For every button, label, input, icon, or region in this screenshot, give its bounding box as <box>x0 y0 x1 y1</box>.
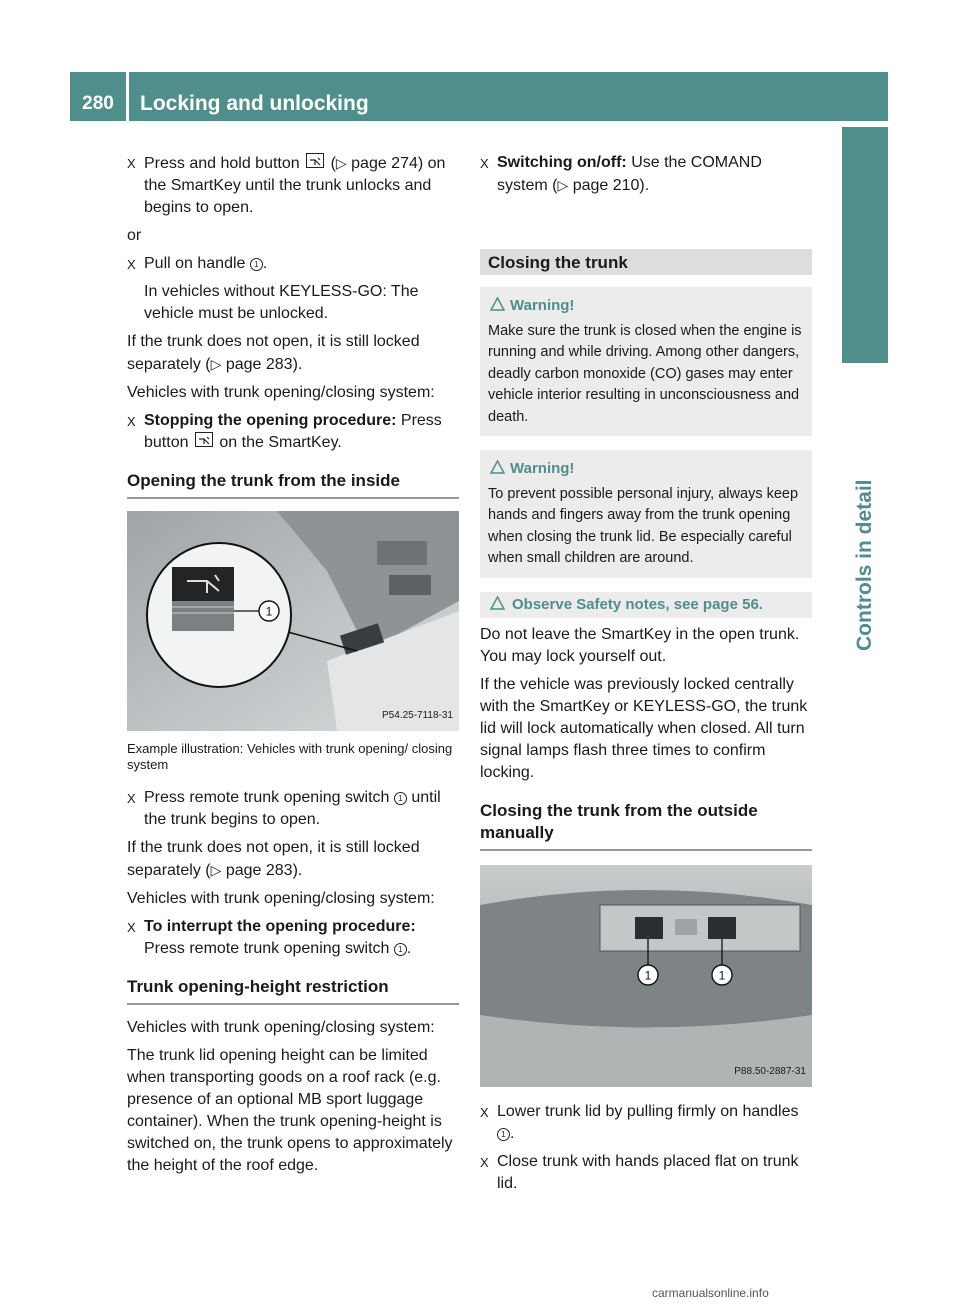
warning-triangle-icon <box>490 297 505 311</box>
step-stop-opening: X Stopping the opening procedure: Press button on the SmartKey. <box>127 412 442 451</box>
step-marker-icon: X <box>127 414 136 429</box>
ref-arrow-icon: ▷ <box>210 356 222 372</box>
paragraph: If the trunk does not open, it is still locked separately (▷ page 283). <box>127 839 420 879</box>
ref-arrow-icon: ▷ <box>210 862 222 878</box>
chapter-title: Locking and unlocking <box>140 92 369 115</box>
section-heading-manual: Closing the trunk from the outside manually <box>480 800 812 851</box>
warning-box <box>480 287 812 436</box>
step-press-hold: X Press and hold button (▷ page 274) on the SmartKey until the trunk unlocks and begins to open. <box>127 155 446 216</box>
ref-arrow-icon: ▷ <box>335 155 347 171</box>
page-number: 280 <box>82 93 114 114</box>
step-marker-icon: X <box>127 257 136 272</box>
left-column <box>127 152 459 1183</box>
watermark: carmanualsonline.info <box>652 1286 769 1300</box>
trunk-button-icon <box>306 153 324 168</box>
callout-1-label: 1 <box>265 604 273 619</box>
step-note: In vehicles without KEYLESS-GO: The vehicle must be unlocked. <box>144 283 419 322</box>
warning-title: Warning! <box>488 295 804 317</box>
door-switch-illustration <box>127 511 459 731</box>
paragraph: Vehicles with trunk opening/closing system: <box>127 384 435 401</box>
paragraph: Do not leave the SmartKey in the open trunk. You may lock yourself out. <box>480 625 800 665</box>
warning-text: To prevent possible personal injury, always keep hands and fingers away from the trunk opening when closing the trunk lid. Be especially careful when small children are around. <box>488 485 799 566</box>
step-close-trunk: X Close trunk with hands placed flat on trunk lid. <box>480 1152 799 1192</box>
paragraph: If the trunk does not open, it is still locked separately (▷ page 283). <box>127 333 420 373</box>
paragraph: Vehicles with trunk opening/closing system: <box>127 1019 435 1036</box>
warning-triangle-icon <box>490 596 505 610</box>
warning-box <box>480 450 812 578</box>
step-marker-icon: X <box>127 791 136 806</box>
step-press-switch: X Press remote trunk opening switch 1 until the trunk begins to open. <box>127 789 441 828</box>
step-marker-icon: X <box>127 156 136 171</box>
step-pull-handle: X Pull on handle 1 . <box>127 253 459 275</box>
warning-title: Warning! <box>488 458 804 480</box>
section-heading-inside: Opening the trunk from the inside <box>127 470 459 499</box>
paragraph: The trunk lid opening height can be limited when transporting goods on a roof rack (e.g. presence of an optional MB sport luggage container). When the trunk opening-height is switched on, the trunk opens to approximately the height of the roof edge. <box>127 1047 453 1174</box>
side-chapter-label: Controls in detail <box>853 479 876 651</box>
header-divider <box>126 72 129 121</box>
step-marker-icon: X <box>127 920 136 935</box>
safety-note: Observe Safety notes, see page 56. <box>480 592 812 618</box>
warning-triangle-icon <box>490 460 505 474</box>
step-switching: X Switching on/off: Use the COMAND system (▷ page 210). <box>480 154 762 194</box>
callout-1-icon: 1 <box>250 258 263 271</box>
figure-code: P88.50-2887-31 <box>734 1065 806 1077</box>
callout-1-icon: 1 <box>497 1128 510 1141</box>
step-lower-lid: X Lower trunk lid by pulling firmly on handles 1 . <box>480 1102 799 1142</box>
callout-1-label: 1 <box>644 968 652 982</box>
ref-arrow-icon: ▷ <box>557 177 569 193</box>
right-column <box>480 152 812 1201</box>
trunk-button-icon <box>195 432 213 447</box>
paragraph: Vehicles with trunk opening/closing system: <box>127 890 435 907</box>
paragraph: If the vehicle was previously locked centrally with the SmartKey or KEYLESS-GO, the trunk lid will lock automatically when closed. All turn signal lamps flash three times to confirm locking. <box>480 675 808 781</box>
figure-caption: Example illustration: Vehicles with trunk opening/ closing system <box>127 741 453 772</box>
step-marker-icon: X <box>480 1154 489 1170</box>
or-text: or <box>127 227 142 244</box>
step-marker-icon: X <box>480 1104 489 1120</box>
figure-code: P54.25-7118-31 <box>382 710 453 721</box>
callout-1-icon: 1 <box>394 943 407 956</box>
step-interrupt: X To interrupt the opening procedure: Press remote trunk opening switch 1 . <box>127 918 416 957</box>
side-tab <box>842 127 888 363</box>
warning-text: Make sure the trunk is closed when the engine is running and while driving. Among other dangers, deadly carbon monoxide (CO) gases may enter vehicle interior resulting in unconsciousness and death. <box>488 322 802 425</box>
section-heading-height: Trunk opening-height restriction <box>127 976 459 1005</box>
callout-1-icon: 1 <box>394 792 407 805</box>
step-marker-icon: X <box>480 156 489 171</box>
section-heading-closing: Closing the trunk <box>480 249 812 275</box>
trunk-lid-illustration <box>480 865 812 1087</box>
callout-1-label: 1 <box>718 968 726 982</box>
